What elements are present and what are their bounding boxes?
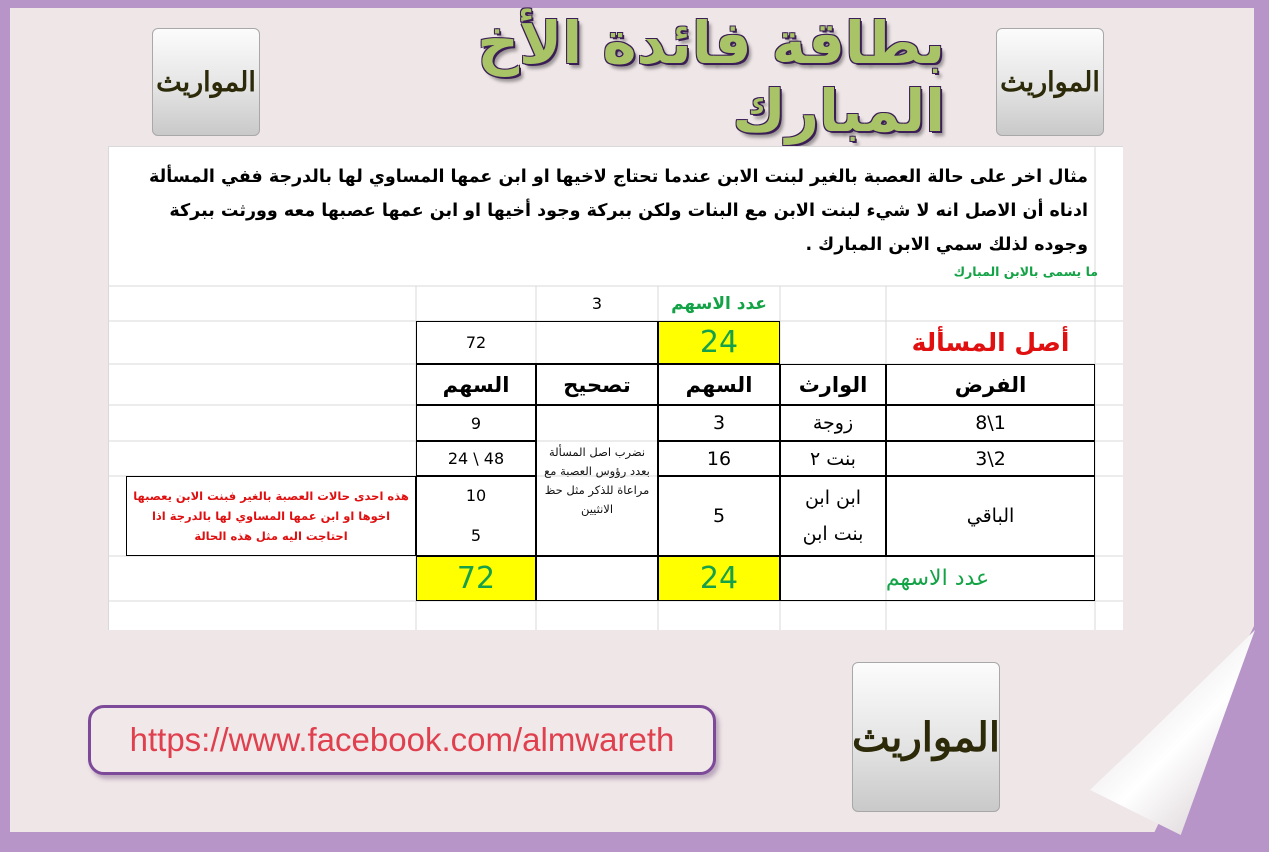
top-multiplier: 3 bbox=[591, 294, 603, 313]
row2-share: 16 bbox=[658, 441, 780, 476]
facebook-link[interactable]: https://www.facebook.com/almwareth bbox=[88, 705, 716, 775]
row3-share2-line1: 10 bbox=[465, 486, 487, 505]
origin-value: 24 bbox=[658, 321, 780, 364]
total-label: عدد الاسهم bbox=[780, 556, 1095, 601]
row2-heir: بنت ٢ bbox=[780, 441, 886, 476]
row2-share2: 48 \ 24 bbox=[416, 441, 536, 476]
logo-left bbox=[152, 28, 260, 136]
top-shares-label: عدد الاسهم bbox=[671, 293, 767, 314]
header-fard: الفرض bbox=[886, 364, 1095, 405]
row1-share2: 9 bbox=[416, 405, 536, 441]
row1-share: 3 bbox=[658, 405, 780, 441]
logo-right-text: المواريث bbox=[1000, 66, 1100, 98]
origin-label: أصل المسألة bbox=[911, 328, 1070, 357]
header-heir: الوارث bbox=[780, 364, 886, 405]
row1-fard: 1\8 bbox=[886, 405, 1095, 441]
header-share2: السهم bbox=[416, 364, 536, 405]
logo-bottom bbox=[852, 662, 1000, 812]
row2-fard: 2\3 bbox=[886, 441, 1095, 476]
row3-heir-line1: ابن ابن bbox=[804, 487, 862, 509]
row3-heir bbox=[780, 476, 886, 556]
red-note: هذه احدى حالات العصبة بالغير فبنت الابن يعصبها اخوها او ابن عمها المساوي لها بالدرجة اذا احتاجت اليه مثل هذه الحالة bbox=[126, 476, 416, 556]
logo-left-text: المواريث bbox=[156, 66, 256, 98]
green-note: ما يسمى بالابن المبارك bbox=[953, 264, 1098, 279]
row3-fard: الباقي bbox=[886, 476, 1095, 556]
row3-share2 bbox=[416, 476, 536, 556]
logo-right bbox=[996, 28, 1104, 136]
row3-heir-line2: بنت ابن bbox=[802, 523, 864, 545]
header-share: السهم bbox=[658, 364, 780, 405]
intro-paragraph: مثال اخر على حالة العصبة بالغير لبنت الابن عندما تحتاج لاخيها او ابن عمها المساوي لها بالدرجة ففي المسألة ادناه أن الاصل انه لا شيء لبنت الابن مع البنات ولكن ببركة وجود أخيها او ابن عمها عصبها معه وورثت ببركة وجوده لذلك سمي الابن المبارك . bbox=[149, 167, 1088, 255]
correction-note: نضرب اصل المسألة بعدد رؤوس العصبة مع مراعاة للذكر مثل حظ الانثيين bbox=[536, 405, 658, 556]
spreadsheet-area bbox=[108, 146, 1123, 630]
row3-share2-line2: 5 bbox=[470, 526, 482, 545]
total-empty bbox=[536, 556, 658, 601]
total-value: 24 bbox=[658, 556, 780, 601]
origin-corrected: 72 bbox=[465, 333, 487, 352]
page-title: بطاقة فائدة الأخ المبارك bbox=[477, 9, 945, 145]
header-correction: تصحيح bbox=[536, 364, 658, 405]
logo-bottom-text: المواريث bbox=[852, 713, 1000, 761]
total-corrected: 72 bbox=[416, 556, 536, 601]
row3-share: 5 bbox=[658, 476, 780, 556]
row1-heir: زوجة bbox=[780, 405, 886, 441]
